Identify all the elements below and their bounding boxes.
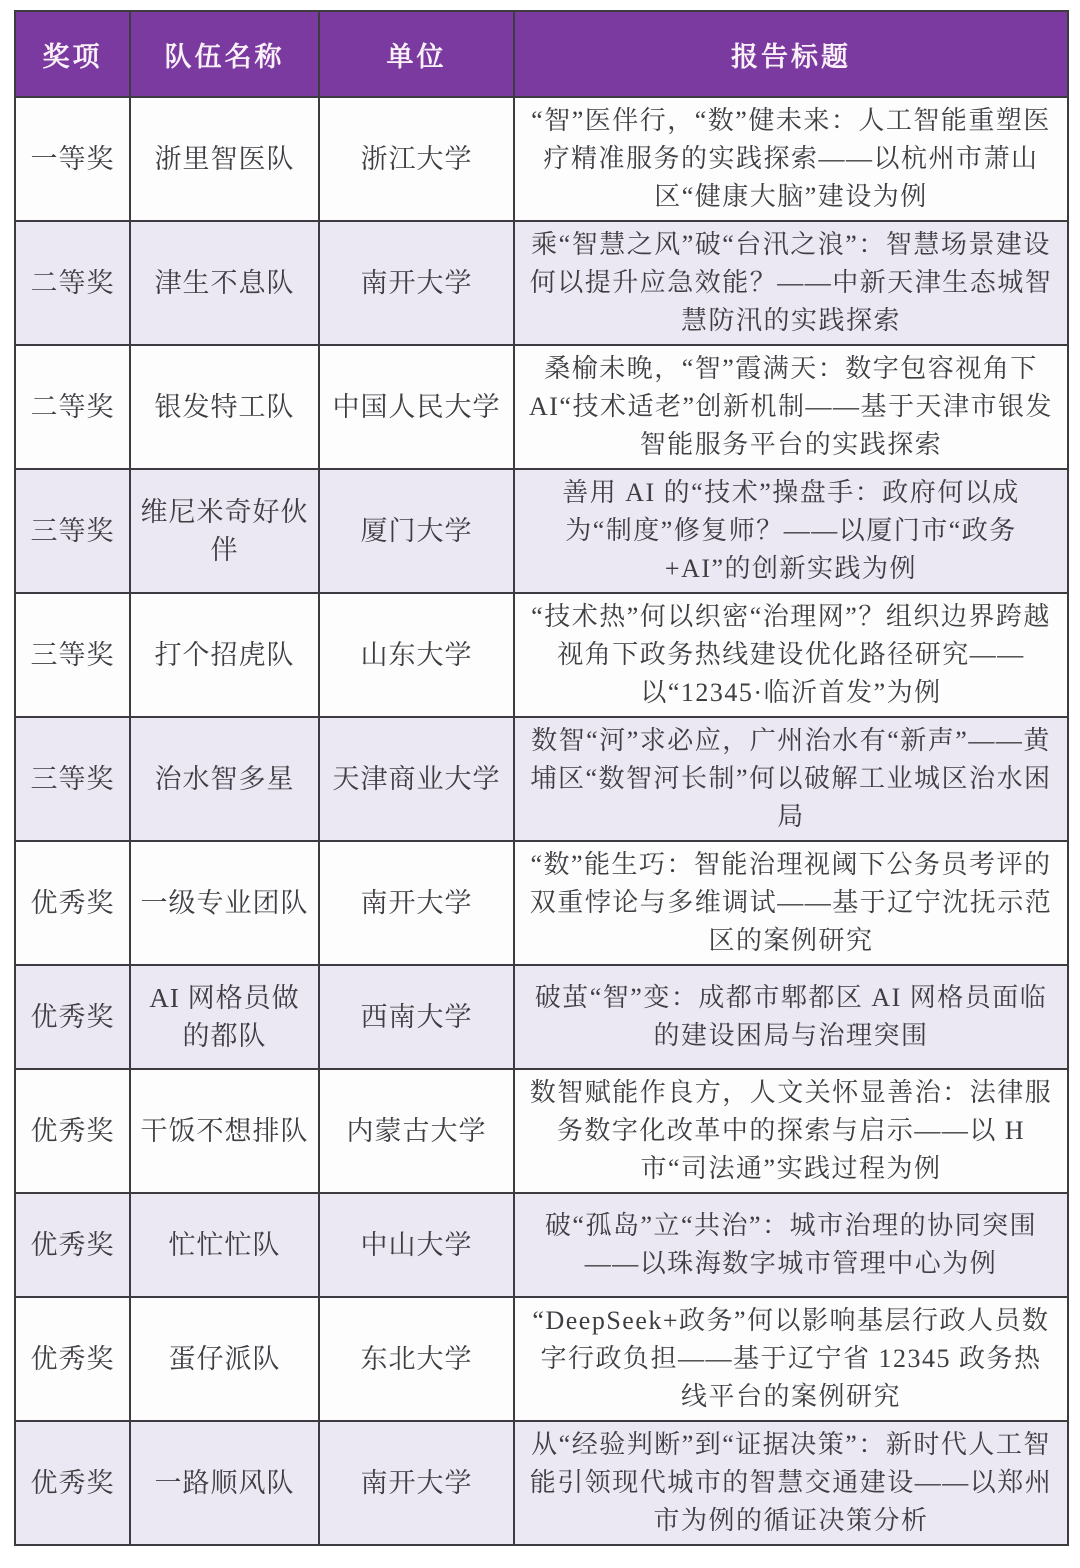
team-cell: 治水智多星: [130, 717, 319, 841]
unit-cell: 厦门大学: [319, 469, 514, 593]
table-row: [15, 469, 1068, 593]
awards-table: [14, 10, 1069, 1546]
table-row: [15, 1421, 1068, 1545]
col-header-award: 奖项: [15, 11, 130, 97]
team-cell: 打个招虎队: [130, 593, 319, 717]
title-cell: 破“孤岛”立“共治”：城市治理的协同突围——以珠海数字城市管理中心为例: [514, 1193, 1068, 1297]
table-row: [15, 345, 1068, 469]
award-cell: 优秀奖: [15, 1193, 130, 1297]
award-cell: 优秀奖: [15, 1297, 130, 1421]
award-cell: 一等奖: [15, 97, 130, 221]
table-row: [15, 1069, 1068, 1193]
unit-cell: 南开大学: [319, 841, 514, 965]
team-cell: 一路顺风队: [130, 1421, 319, 1545]
team-cell: AI 网格员做的都队: [130, 965, 319, 1069]
title-cell: “DeepSeek+政务”何以影响基层行政人员数字行政负担——基于辽宁省 12345 政务热线平台的案例研究: [514, 1297, 1068, 1421]
award-cell: 三等奖: [15, 593, 130, 717]
unit-cell: 西南大学: [319, 965, 514, 1069]
award-cell: 三等奖: [15, 469, 130, 593]
title-cell: 乘“智慧之风”破“台汛之浪”：智慧场景建设何以提升应急效能？——中新天津生态城智慧防汛的实践探索: [514, 221, 1068, 345]
col-header-team: 队伍名称: [130, 11, 319, 97]
team-cell: 津生不息队: [130, 221, 319, 345]
title-cell: “技术热”何以织密“治理网”？组织边界跨越视角下政务热线建设优化路径研究——以“12345·临沂首发”为例: [514, 593, 1068, 717]
team-cell: 维尼米奇好伙伴: [130, 469, 319, 593]
unit-cell: 南开大学: [319, 221, 514, 345]
title-cell: “数”能生巧：智能治理视阈下公务员考评的双重悖论与多维调试——基于辽宁沈抚示范区的案例研究: [514, 841, 1068, 965]
unit-cell: 天津商业大学: [319, 717, 514, 841]
award-cell: 二等奖: [15, 345, 130, 469]
table-row: [15, 965, 1068, 1069]
award-cell: 优秀奖: [15, 1069, 130, 1193]
title-cell: “智”医伴行，“数”健未来：人工智能重塑医疗精准服务的实践探索——以杭州市萧山区“健康大脑”建设为例: [514, 97, 1068, 221]
table-row: [15, 593, 1068, 717]
team-cell: 一级专业团队: [130, 841, 319, 965]
team-cell: 忙忙忙队: [130, 1193, 319, 1297]
team-cell: 蛋仔派队: [130, 1297, 319, 1421]
table-row: [15, 1297, 1068, 1421]
title-cell: 从“经验判断”到“证据决策”：新时代人工智能引领现代城市的智慧交通建设——以郑州市为例的循证决策分析: [514, 1421, 1068, 1545]
header-row: [15, 11, 1068, 97]
unit-cell: 南开大学: [319, 1421, 514, 1545]
col-header-title: 报告标题: [514, 11, 1068, 97]
unit-cell: 浙江大学: [319, 97, 514, 221]
title-cell: 数智赋能作良方，人文关怀显善治：法律服务数字化改革中的探索与启示——以 H 市“司法通”实践过程为例: [514, 1069, 1068, 1193]
award-cell: 三等奖: [15, 717, 130, 841]
col-header-unit: 单位: [319, 11, 514, 97]
unit-cell: 内蒙古大学: [319, 1069, 514, 1193]
table-row: [15, 1193, 1068, 1297]
unit-cell: 山东大学: [319, 593, 514, 717]
title-cell: 数智“河”求必应，广州治水有“新声”——黄埔区“数智河长制”何以破解工业城区治水困局: [514, 717, 1068, 841]
table-row: [15, 841, 1068, 965]
award-cell: 优秀奖: [15, 1421, 130, 1545]
table-row: [15, 97, 1068, 221]
unit-cell: 中国人民大学: [319, 345, 514, 469]
table-row: [15, 717, 1068, 841]
award-cell: 优秀奖: [15, 841, 130, 965]
team-cell: 浙里智医队: [130, 97, 319, 221]
team-cell: 银发特工队: [130, 345, 319, 469]
team-cell: 干饭不想排队: [130, 1069, 319, 1193]
table-row: [15, 221, 1068, 345]
title-cell: 破茧“智”变：成都市郫都区 AI 网格员面临的建设困局与治理突围: [514, 965, 1068, 1069]
unit-cell: 中山大学: [319, 1193, 514, 1297]
title-cell: 善用 AI 的“技术”操盘手：政府何以成为“制度”修复师？——以厦门市“政务+AI”的创新实践为例: [514, 469, 1068, 593]
title-cell: 桑榆未晚，“智”霞满天：数字包容视角下 AI“技术适老”创新机制——基于天津市银发智能服务平台的实践探索: [514, 345, 1068, 469]
award-cell: 二等奖: [15, 221, 130, 345]
unit-cell: 东北大学: [319, 1297, 514, 1421]
award-cell: 优秀奖: [15, 965, 130, 1069]
